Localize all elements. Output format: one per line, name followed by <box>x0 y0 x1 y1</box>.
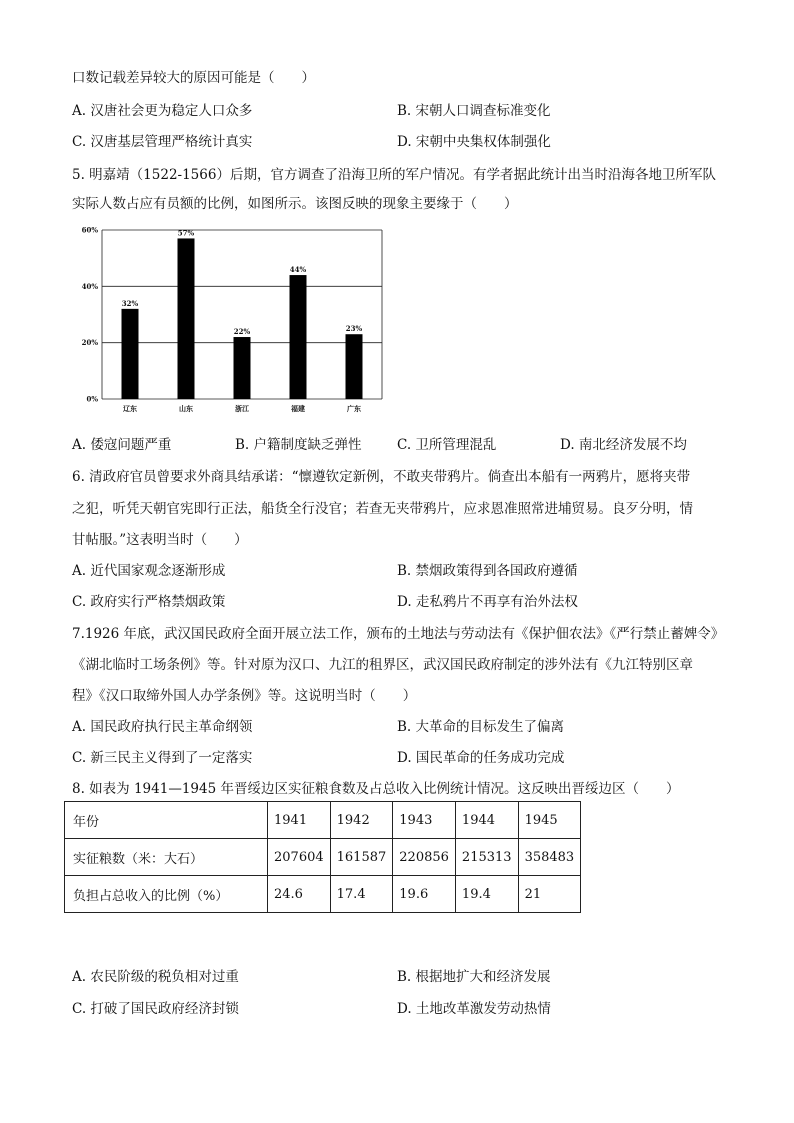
q6-stem-line-1: 6. 清政府官员曾要求外商具结承诺：“懔遵钦定新例，不敢夹带鸦片。倘查出本船有一两鸦片，愿将夹带 <box>72 469 691 485</box>
chart-y-tick-labels <box>82 226 99 404</box>
bar <box>346 334 363 399</box>
table-cell: 1943 <box>393 802 456 839</box>
q6-option-a[interactable]: A. 近代国家观念逐渐形成 <box>72 563 226 579</box>
y-tick-label: 40% <box>81 281 98 291</box>
q7-option-b[interactable]: B. 大革命的目标发生了偏离 <box>397 719 565 735</box>
table-cell: 24.6 <box>268 876 331 913</box>
q6-option-b[interactable]: B. 禁烟政策得到各国政府遵循 <box>397 563 578 579</box>
table-cell: 19.6 <box>393 876 456 913</box>
x-tick-label: 浙江 <box>235 404 249 413</box>
q4-option-a[interactable]: A. 汉唐社会更为稳定人口众多 <box>72 103 253 119</box>
table-cell: 1944 <box>455 802 518 839</box>
q5-stem-line-1: 5. 明嘉靖（1522-1566）后期，官方调查了沿海卫所的军户情况。有学者据此统计出当时沿海各地卫所军队 <box>72 167 716 183</box>
q8-option-c[interactable]: C. 打破了国民政府经济封锁 <box>72 1001 239 1017</box>
q7-option-c[interactable]: C. 新三民主义得到了一定落实 <box>72 750 253 766</box>
q6-stem-line-3: 甘帖服。”这表明当时（ ） <box>72 532 248 548</box>
table-cell: 220856 <box>393 839 456 876</box>
chart-x-tick-labels <box>123 404 361 413</box>
table-cell: 1942 <box>330 802 393 839</box>
table-cell: 1945 <box>518 802 581 839</box>
y-tick-label: 20% <box>81 338 98 348</box>
table-row <box>65 839 581 876</box>
bar <box>234 337 251 399</box>
q8-stem: 8. 如表为 1941—1945 年晋绥边区实征粮食数及占总收入比例统计情况。这反映出晋绥边区（ ） <box>72 781 680 797</box>
q5-stem-line-2: 实际人数占应有员额的比例，如图所示。该图反映的现象主要缘于（ ） <box>72 196 518 212</box>
table-cell: 1941 <box>268 802 331 839</box>
table-row <box>65 876 581 913</box>
q4-option-d[interactable]: D. 宋朝中央集权体制强化 <box>397 134 551 150</box>
table-cell: 17.4 <box>330 876 393 913</box>
q6-stem-line-2: 之犯，听凭天朝官宪即行正法，船货全行没官；若查无夹带鸦片，应求恩准照常进埔贸易。良歹分明，情 <box>72 501 693 517</box>
bar-value-label: 32% <box>121 298 139 308</box>
grain-levy-table <box>64 801 581 913</box>
q5-option-a[interactable]: A. 倭寇问题严重 <box>72 437 172 453</box>
x-tick-label: 广东 <box>347 404 361 413</box>
x-tick-label: 山东 <box>179 404 193 413</box>
table-cell: 年份 <box>65 802 268 839</box>
table-cell: 215313 <box>455 839 518 876</box>
table-cell: 19.4 <box>455 876 518 913</box>
q5-option-c[interactable]: C. 卫所管理混乱 <box>397 437 497 453</box>
table-cell: 21 <box>518 876 581 913</box>
x-tick-label: 福建 <box>291 404 305 413</box>
table-row <box>65 802 581 839</box>
table-cell: 负担占总收入的比例（%） <box>65 876 268 913</box>
y-tick-label: 0% <box>86 394 98 404</box>
q8-option-a[interactable]: A. 农民阶级的税负相对过重 <box>72 969 239 985</box>
y-tick-label: 60% <box>81 225 98 235</box>
chart-value-labels <box>122 228 363 336</box>
q5-option-b[interactable]: B. 户籍制度缺乏弹性 <box>235 437 362 453</box>
q8-option-d[interactable]: D. 土地改革激发劳动热情 <box>397 1001 551 1017</box>
q4-option-b[interactable]: B. 宋朝人口调查标准变化 <box>397 103 551 119</box>
bar <box>178 238 195 399</box>
bar-value-label: 57% <box>177 228 195 238</box>
x-tick-label: 辽东 <box>123 404 137 413</box>
q5-option-d[interactable]: D. 南北经济发展不均 <box>560 437 687 453</box>
q6-option-d[interactable]: D. 走私鸦片不再享有治外法权 <box>397 594 578 610</box>
q8-option-b[interactable]: B. 根据地扩大和经济发展 <box>397 969 551 985</box>
q7-stem-line-1: 7.1926 年底，武汉国民政府全面开展立法工作，颁布的土地法与劳动法有《保护佃农法》《严行禁止蓄婢令》 <box>72 626 725 642</box>
chart-bars <box>122 238 363 399</box>
table-cell: 358483 <box>518 839 581 876</box>
table-cell: 207604 <box>268 839 331 876</box>
q4-option-c[interactable]: C. 汉唐基层管理严格统计真实 <box>72 134 253 150</box>
military-ratio-chart <box>72 222 402 422</box>
q4-stem-tail: 口数记载差异较大的原因可能是（ ） <box>72 70 315 86</box>
q7-option-a[interactable]: A. 国民政府执行民主革命纲领 <box>72 719 253 735</box>
bar <box>122 309 139 399</box>
bar <box>290 275 307 399</box>
bar-value-label: 23% <box>345 324 363 334</box>
q7-stem-line-3: 程》《汉口取缔外国人办学条例》等。这说明当时（ ） <box>72 688 417 704</box>
bar-value-label: 44% <box>289 265 307 275</box>
q7-option-d[interactable]: D. 国民革命的任务成功完成 <box>397 750 565 766</box>
table-cell: 161587 <box>330 839 393 876</box>
q7-stem-line-2: 《湖北临时工场条例》等。针对原为汉口、九江的租界区，武汉国民政府制定的涉外法有《九江特别区章 <box>72 657 693 673</box>
table-cell: 实征粮数（米：大石） <box>65 839 268 876</box>
bar-value-label: 22% <box>233 327 251 337</box>
q6-option-c[interactable]: C. 政府实行严格禁烟政策 <box>72 594 226 610</box>
